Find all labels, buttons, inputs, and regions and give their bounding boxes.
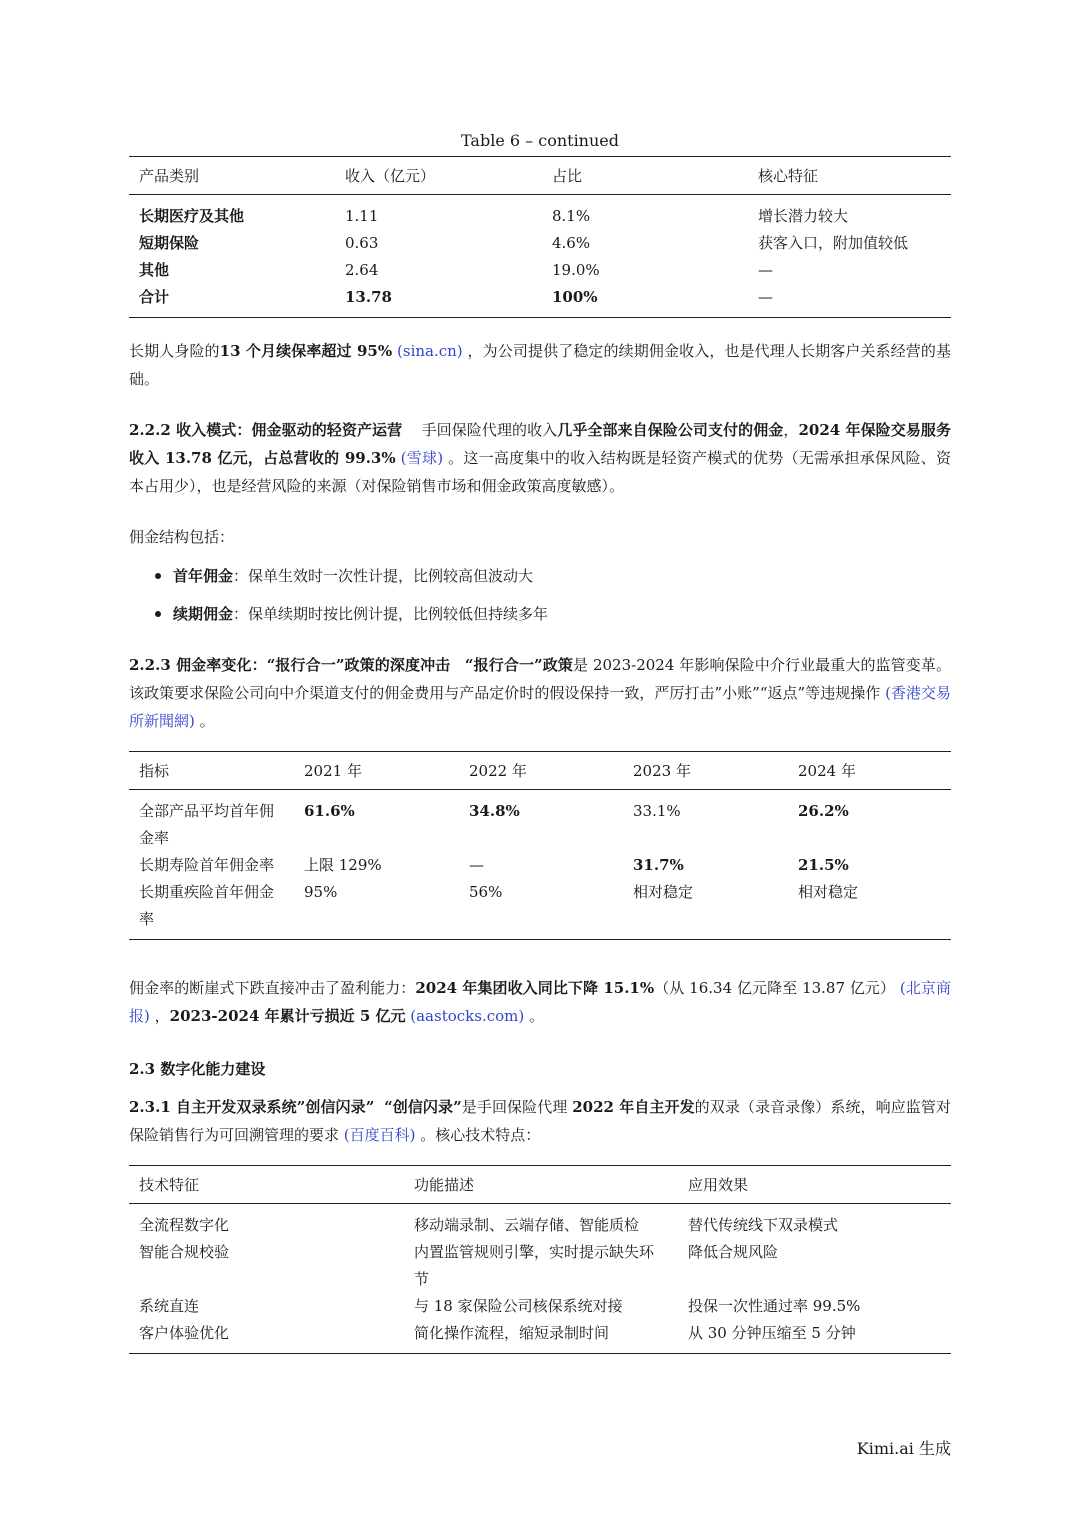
table-row <box>129 1239 951 1293</box>
cell-2023: 相对稳定 <box>633 883 694 901</box>
cell-desc: 简化操作流程，缩短录制时间 <box>414 1324 610 1342</box>
cell-revenue: 1.11 <box>345 207 379 225</box>
text: ， <box>154 1007 170 1025</box>
cell-desc: 内置监管规则引擎，实时提示缺失环节 <box>414 1243 655 1288</box>
cell-2023: 33.1% <box>633 802 681 820</box>
renewal-paragraph <box>129 337 951 393</box>
section-title: 2.3 数字化能力建设 <box>129 1060 266 1078</box>
cell-metric: 全部产品平均首年佣金率 <box>139 802 275 847</box>
cell-feature: 增长潜力较大 <box>758 207 849 225</box>
cell-metric: 长期重疾险首年佣金率 <box>139 883 275 928</box>
header-feature: 技术特征 <box>129 1166 404 1204</box>
text: 是手回保险代理 <box>461 1098 568 1116</box>
cell-2024: 26.2% <box>798 802 849 820</box>
cell-effect: 投保一次性通过率 99.5% <box>688 1297 861 1315</box>
table-header-row <box>129 752 951 790</box>
table-row <box>129 257 951 284</box>
cell-desc: 与 18 家保险公司核保系统对接 <box>414 1297 623 1315</box>
cell-feature: 智能合规校验 <box>139 1243 230 1261</box>
cell-category: 合计 <box>139 288 170 306</box>
product-revenue-table <box>129 156 951 318</box>
cell-effect: 替代传统线下双录模式 <box>688 1216 839 1234</box>
cell-feature: 全流程数字化 <box>139 1216 230 1234</box>
bullet-icon <box>155 573 161 579</box>
header-2023: 2023 年 <box>623 752 788 790</box>
table-row <box>129 852 951 879</box>
table-row <box>129 1204 951 1240</box>
cell-metric: 长期寿险首年佣金率 <box>139 856 275 874</box>
dual-recording-paragraph <box>129 1093 951 1149</box>
text: 佣金率的断崖式下跌直接冲击了盈利能力： <box>129 979 416 997</box>
source-link[interactable]: (sina.cn) <box>397 342 463 360</box>
commission-intro: 佣金结构包括： <box>129 528 235 546</box>
cell-feature: — <box>758 288 773 306</box>
cell-share: 19.0% <box>552 261 600 279</box>
tech-features-table <box>129 1165 951 1354</box>
cell-revenue: 2.64 <box>345 261 379 279</box>
header-category: 产品类别 <box>129 157 335 195</box>
cell-effect: 降低合规风险 <box>688 1243 779 1261</box>
table-row <box>129 1293 951 1320</box>
cell-desc: 移动端录制、云端存储、智能质检 <box>414 1216 640 1234</box>
cell-share: 8.1% <box>552 207 591 225</box>
bold-text: 2022 年自主开发 <box>572 1098 695 1116</box>
header-2024: 2024 年 <box>788 752 951 790</box>
cell-2021: 上限 129% <box>304 856 382 874</box>
cell-share: 100% <box>552 288 598 306</box>
header-effect: 应用效果 <box>678 1166 951 1204</box>
text: ， <box>783 421 799 439</box>
bold-text: “创信闪录” <box>384 1098 462 1116</box>
cell-category: 短期保险 <box>139 234 200 252</box>
bullet-text: ：保单续期时按比例计提，比例较低但持续多年 <box>233 605 549 623</box>
cell-category: 长期医疗及其他 <box>139 207 245 225</box>
table-row-total <box>129 284 951 318</box>
cell-revenue: 13.78 <box>345 288 392 306</box>
cell-feature: 获客入口，附加值较低 <box>758 234 909 252</box>
cell-2021: 95% <box>304 883 338 901</box>
cell-revenue: 0.63 <box>345 234 379 252</box>
header-2021: 2021 年 <box>294 752 459 790</box>
bold-text: 几乎全部来自保险公司支付的佣金 <box>557 421 784 439</box>
text: 的双录（录音录像）系统，响应监管对保险销售行为可回溯管理的要求 <box>129 1098 951 1144</box>
cell-effect: 从 30 分钟压缩至 5 分钟 <box>688 1324 856 1342</box>
bold-text: “报行合一”政策 <box>464 656 573 674</box>
text: ，为公司提供了稳定的续期佣金收入，也是代理人长期客户关系经营的基础。 <box>129 342 951 388</box>
table-header-row <box>129 157 951 195</box>
text: 手回保险代理的收入 <box>421 421 558 439</box>
source-link[interactable]: (aastocks.com) <box>410 1007 525 1025</box>
section-heading: 2.3.1 自主开发双录系统”创信闪录” <box>129 1098 375 1116</box>
section-heading: 2.2.3 佣金率变化：“报行合一”政策的深度冲击 <box>129 656 451 674</box>
table-row <box>129 879 951 940</box>
cell-feature: 客户体验优化 <box>139 1324 230 1342</box>
bold-text: 2024 年集团收入同比下降 15.1% <box>415 979 655 997</box>
list-item <box>129 600 951 638</box>
cell-share: 4.6% <box>552 234 591 252</box>
cell-2024: 相对稳定 <box>798 883 859 901</box>
cell-2022: 34.8% <box>469 802 520 820</box>
page-footer: Kimi.ai 生成 <box>856 1439 951 1458</box>
bullet-text: ：保单生效时一次性计提，比例较高但波动大 <box>233 567 534 585</box>
bold-text: 13 个月续保率超过 95% <box>219 342 393 360</box>
revenue-model-paragraph <box>129 416 951 500</box>
source-link[interactable]: (雪球) <box>400 449 444 467</box>
table-row <box>129 230 951 257</box>
text: 。 <box>199 712 215 730</box>
text: 是 2023-2024 年影响保险中介行业最重大的监管变革。该政策要求保险公司向中介渠道支付的佣金费用与产品定价时的假设保持一致，严厉打击”小账”“返点”等违规操作 <box>129 656 951 702</box>
bullet-icon <box>155 611 161 617</box>
source-link[interactable]: (百度百科) <box>343 1126 416 1144</box>
table-row <box>129 1320 951 1354</box>
source-link[interactable]: (香港交易所新聞網) <box>129 684 951 730</box>
cell-2022: 56% <box>469 883 503 901</box>
cell-feature: 系统直连 <box>139 1297 200 1315</box>
header-feature: 核心特征 <box>748 157 951 195</box>
commission-rate-table <box>129 751 951 940</box>
table-row <box>129 195 951 231</box>
header-desc: 功能描述 <box>404 1166 678 1204</box>
bullet-label: 续期佣金 <box>173 605 234 623</box>
table-row <box>129 790 951 853</box>
text: 。这一高度集中的收入结构既是轻资产模式的优势（无需承担承保风险、资本占用少），也是经营风险的来源（对保险销售市场和佣金政策高度敏感）。 <box>129 449 951 495</box>
text: （从 16.34 亿元降至 13.87 亿元） <box>654 979 896 997</box>
cell-category: 其他 <box>139 261 170 279</box>
list-item <box>129 562 951 600</box>
source-link[interactable]: (北京商报) <box>129 979 951 1025</box>
cell-2021: 61.6% <box>304 802 355 820</box>
cell-feature: — <box>758 261 773 279</box>
commission-list <box>129 562 951 638</box>
cell-2024: 21.5% <box>798 856 849 874</box>
text: 。 <box>529 1007 545 1025</box>
profitability-paragraph <box>129 974 951 1030</box>
bullet-label: 首年佣金 <box>173 567 234 585</box>
section-heading: 2.2.2 收入模式：佣金驱动的轻资产运营 <box>129 421 403 439</box>
cell-2022: — <box>469 856 484 874</box>
header-2022: 2022 年 <box>459 752 623 790</box>
policy-paragraph <box>129 651 951 735</box>
table-caption: Table 6 – continued <box>461 131 619 150</box>
text: 。核心技术特点： <box>420 1126 541 1144</box>
table-header-row <box>129 1166 951 1204</box>
header-revenue: 收入（亿元） <box>335 157 542 195</box>
header-metric: 指标 <box>129 752 294 790</box>
header-share: 占比 <box>542 157 748 195</box>
bold-text: 2023-2024 年累计亏损近 5 亿元 <box>169 1007 406 1025</box>
cell-2023: 31.7% <box>633 856 684 874</box>
bold-text: 2024 年保险交易服务收入 13.78 亿元，占总营收的 99.3% <box>129 421 951 467</box>
text: 长期人身险的 <box>129 342 220 360</box>
